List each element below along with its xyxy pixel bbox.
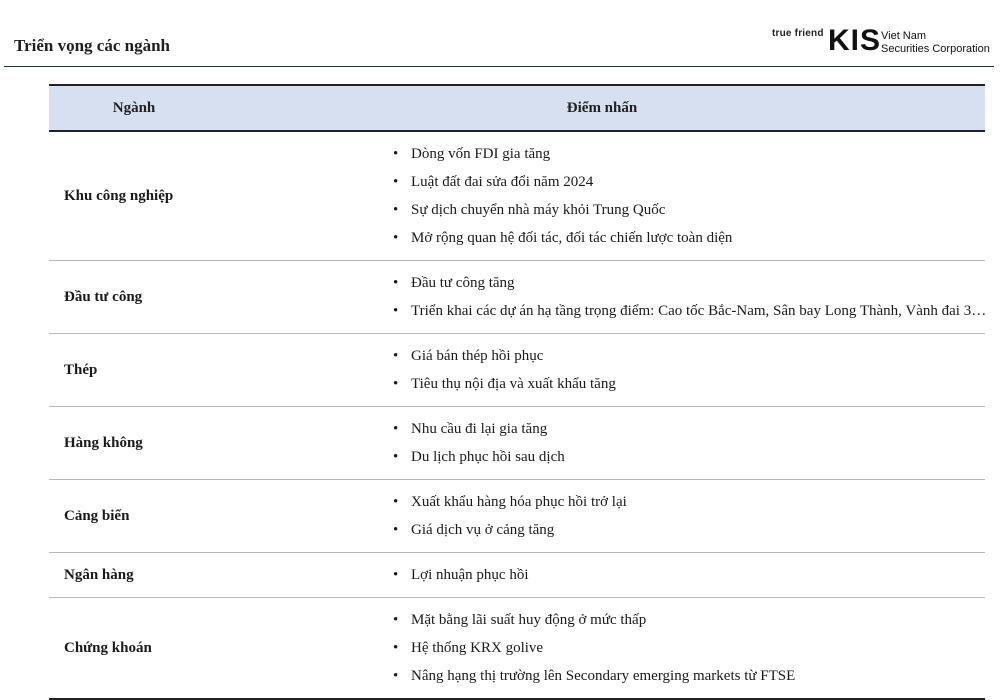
list-item: [219, 443, 985, 471]
highlight-text: Nâng hạng thị trường lên Secondary emerging markets từ FTSE: [411, 668, 796, 684]
sector-name: Đầu tư công: [49, 261, 219, 334]
sector-highlights: [219, 407, 985, 480]
sector-name: Cảng biển: [49, 480, 219, 553]
highlight-list: [219, 140, 985, 252]
list-item: [219, 516, 985, 544]
logo-company-line2: Securities Corporation: [881, 43, 990, 55]
bullet-icon: •: [393, 275, 399, 291]
list-item: [219, 488, 985, 516]
sector-name: Chứng khoán: [49, 598, 219, 700]
list-item: [219, 224, 985, 252]
sector-outlook-table: [49, 84, 985, 700]
sector-name: Hàng không: [49, 407, 219, 480]
highlight-list: [219, 415, 985, 471]
table-row: [49, 131, 985, 261]
highlight-text: Hệ thống KRX golive: [411, 640, 544, 656]
bullet-icon: •: [393, 146, 399, 162]
column-header-sector: Ngành: [49, 85, 219, 131]
sector-highlights: [219, 261, 985, 334]
list-item: [219, 342, 985, 370]
sector-highlights: [219, 553, 985, 598]
highlight-text: Giá dịch vụ ở cảng tăng: [411, 522, 555, 538]
highlight-text: Triển khai các dự án hạ tầng trọng điểm: Cao tốc Bắc-Nam, Sân bay Long Thành, Vành đai 3…: [411, 303, 987, 319]
list-item: [219, 606, 985, 634]
table-row: [49, 334, 985, 407]
highlight-text: Mặt bằng lãi suất huy động ở mức thấp: [411, 612, 647, 628]
highlight-list: [219, 488, 985, 544]
table-row: [49, 407, 985, 480]
sector-highlights: [219, 334, 985, 407]
highlight-list: [219, 606, 985, 690]
list-item: [219, 140, 985, 168]
highlight-text: Du lịch phục hồi sau dịch: [411, 449, 565, 465]
highlight-text: Nhu cầu đi lại gia tăng: [411, 421, 548, 437]
sector-highlights: [219, 598, 985, 700]
sector-name: Khu công nghiệp: [49, 131, 219, 261]
highlight-text: Luật đất đai sửa đổi năm 2024: [411, 174, 594, 190]
bullet-icon: •: [393, 640, 399, 656]
bullet-icon: •: [393, 230, 399, 246]
bullet-icon: •: [393, 421, 399, 437]
highlight-list: [219, 342, 985, 398]
list-item: [219, 634, 985, 662]
highlight-text: Mở rộng quan hệ đối tác, đối tác chiến lược toàn diện: [411, 230, 733, 246]
highlight-text: Dòng vốn FDI gia tăng: [411, 146, 551, 162]
header-divider: [4, 66, 994, 67]
table-row: [49, 598, 985, 700]
bullet-icon: •: [393, 668, 399, 684]
highlight-list: [219, 269, 985, 325]
sector-highlights: [219, 131, 985, 261]
list-item: [219, 196, 985, 224]
bullet-icon: •: [393, 449, 399, 465]
kis-logo: [772, 26, 994, 60]
bullet-icon: •: [393, 202, 399, 218]
highlight-text: Sự dịch chuyển nhà máy khỏi Trung Quốc: [411, 202, 666, 218]
bullet-icon: •: [393, 494, 399, 510]
highlight-text: Lợi nhuận phục hồi: [411, 567, 529, 583]
highlight-text: Xuất khẩu hàng hóa phục hồi trở lại: [411, 494, 627, 510]
sector-name: Thép: [49, 334, 219, 407]
logo-company-line1: Viet Nam: [881, 30, 927, 42]
list-item: [219, 297, 985, 325]
list-item: [219, 662, 985, 690]
highlight-list: [219, 561, 985, 589]
table-row: [49, 480, 985, 553]
bullet-icon: •: [393, 522, 399, 538]
logo-tagline: true friend: [772, 28, 824, 39]
sector-highlights: [219, 480, 985, 553]
bullet-icon: •: [393, 612, 399, 628]
bullet-icon: •: [393, 567, 399, 583]
page-title: Triển vọng các ngành: [14, 36, 171, 55]
table-row: [49, 553, 985, 598]
column-header-highlights: Điểm nhấn: [219, 85, 985, 131]
list-item: [219, 370, 985, 398]
list-item: [219, 415, 985, 443]
sector-name: Ngân hàng: [49, 553, 219, 598]
list-item: [219, 269, 985, 297]
bullet-icon: •: [393, 348, 399, 364]
highlight-text: Tiêu thụ nội địa và xuất khẩu tăng: [411, 376, 616, 392]
list-item: [219, 561, 985, 589]
logo-brand: KIS: [828, 24, 882, 57]
bullet-icon: •: [393, 376, 399, 392]
highlight-text: Giá bán thép hồi phục: [411, 348, 544, 364]
list-item: [219, 168, 985, 196]
table-row: [49, 261, 985, 334]
highlight-text: Đầu tư công tăng: [411, 275, 515, 291]
table-header-row: [49, 85, 985, 131]
bullet-icon: •: [393, 303, 399, 319]
bullet-icon: •: [393, 174, 399, 190]
